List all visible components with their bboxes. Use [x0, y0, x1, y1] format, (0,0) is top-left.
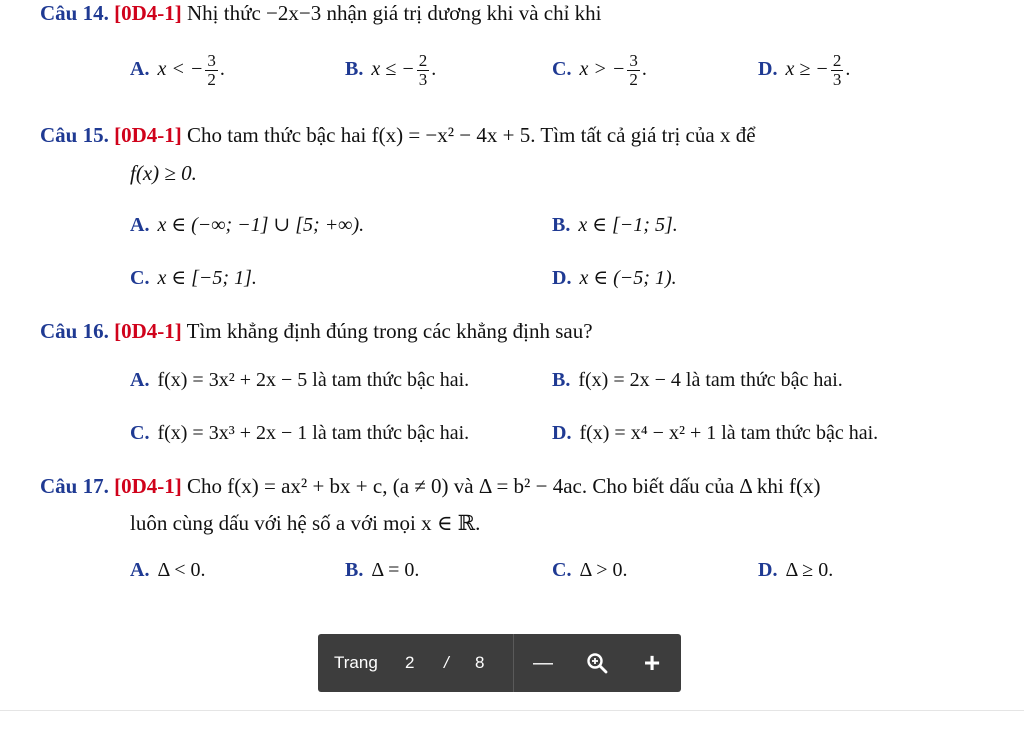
option-end: . — [219, 58, 225, 81]
option-text: x ∈ [−5; 1]. — [157, 267, 257, 289]
question-text: Nhị thức −2x−3 nhận giá trị dương khi và chỉ khi — [187, 1, 602, 25]
fraction-numerator: 3 — [207, 51, 216, 70]
option-text: f(x) = 3x² + 2x − 5 là tam thức bậc hai. — [157, 369, 470, 391]
option-text: Δ < 0. — [157, 559, 206, 581]
question-15 — [40, 122, 756, 148]
option-text: Δ ≥ 0. — [785, 559, 834, 581]
option-b — [552, 367, 843, 393]
option-letter: C. — [130, 267, 150, 289]
fraction-numerator: 3 — [629, 51, 638, 70]
option-text: f(x) = 2x − 4 là tam thức bậc hai. — [578, 369, 843, 391]
option-math: x > − — [579, 58, 626, 81]
current-page-number[interactable]: 2 — [405, 653, 415, 672]
option-letter: D. — [552, 422, 572, 444]
question-text: Cho tam thức bậc hai f(x) = −x² − 4x + 5. Tìm tất cả giá trị của x để — [187, 123, 756, 147]
option-math: x ≥ − — [785, 58, 829, 81]
option-letter: C. — [552, 58, 572, 81]
zoom-in-button[interactable] — [630, 634, 674, 692]
option-text: Δ > 0. — [579, 559, 628, 581]
page-label: Trang — [334, 653, 378, 672]
option-text: x ∈ (−∞; −1] ∪ [5; +∞). — [157, 214, 365, 236]
option-letter: B. — [345, 58, 364, 81]
option-c — [552, 52, 647, 89]
fraction — [205, 52, 218, 89]
option-end: . — [845, 58, 851, 81]
option-letter: B. — [552, 214, 571, 236]
fraction — [627, 52, 640, 89]
question-tag: [0D4-1] — [114, 1, 182, 25]
option-text: x ∈ (−5; 1). — [579, 267, 677, 289]
option-letter: A. — [130, 214, 150, 236]
fraction-numerator: 2 — [418, 51, 428, 70]
option-b — [552, 212, 678, 238]
option-c — [552, 557, 628, 583]
question-number: Câu 17. — [40, 474, 109, 498]
option-text: f(x) = x⁴ − x² + 1 là tam thức bậc hai. — [579, 422, 879, 444]
page-separator: / — [444, 653, 449, 672]
option-text: x ∈ [−1; 5]. — [578, 214, 678, 236]
option-d — [758, 557, 833, 583]
option-a — [130, 367, 469, 393]
option-a — [130, 557, 206, 583]
page-viewer-toolbar — [318, 634, 681, 692]
option-letter: A. — [130, 369, 150, 391]
option-letter: C. — [552, 559, 572, 581]
magnifier-icon — [585, 651, 609, 675]
minus-icon: — — [533, 651, 553, 674]
fraction — [831, 52, 844, 89]
page-bottom-divider — [0, 710, 1024, 711]
question-number: Câu 16. — [40, 319, 109, 343]
question-text-2: f(x) ≥ 0. — [130, 161, 197, 185]
option-d — [758, 52, 850, 89]
fraction-numerator: 2 — [832, 51, 842, 70]
toolbar-divider — [513, 634, 514, 692]
question-text: Tìm khẳng định đúng trong các khẳng định sau? — [186, 319, 593, 343]
option-math: x ≤ − — [371, 58, 415, 81]
option-letter: B. — [345, 559, 364, 581]
option-text: f(x) = 3x³ + 2x − 1 là tam thức bậc hai. — [157, 422, 470, 444]
option-letter: A. — [130, 58, 150, 81]
question-tag: [0D4-1] — [114, 319, 182, 343]
option-c — [130, 265, 257, 291]
zoom-reset-button[interactable] — [575, 634, 619, 692]
option-a — [130, 212, 364, 238]
question-16 — [40, 318, 593, 344]
question-17-continued — [130, 510, 480, 536]
question-text-2: luôn cùng dấu với hệ số a với mọi x ∈ ℝ. — [130, 511, 481, 535]
question-text: Cho f(x) = ax² + bx + c, (a ≠ 0) và Δ = b² − 4ac. Cho biết dấu của Δ khi f(x) — [187, 474, 821, 498]
option-a — [130, 52, 225, 89]
plus-icon: + — [643, 647, 661, 678]
option-d — [552, 420, 878, 446]
fraction-denominator: 2 — [207, 70, 216, 89]
question-tag: [0D4-1] — [114, 123, 182, 147]
option-b — [345, 557, 419, 583]
question-15-continued — [130, 160, 197, 186]
option-letter: D. — [552, 267, 572, 289]
option-letter: D. — [758, 58, 778, 81]
option-letter: D. — [758, 559, 778, 581]
option-end: . — [641, 58, 647, 81]
option-letter: A. — [130, 559, 150, 581]
question-tag: [0D4-1] — [114, 474, 182, 498]
option-math: x < − — [157, 58, 204, 81]
fraction — [417, 52, 430, 89]
option-text: Δ = 0. — [371, 559, 420, 581]
fraction-denominator: 3 — [418, 70, 428, 89]
question-number: Câu 15. — [40, 123, 109, 147]
total-pages: 8 — [475, 653, 485, 672]
option-end: . — [431, 58, 437, 81]
option-letter: C. — [130, 422, 150, 444]
fraction-denominator: 2 — [629, 70, 638, 89]
question-17 — [40, 473, 820, 499]
option-letter: B. — [552, 369, 571, 391]
question-14 — [40, 0, 602, 26]
zoom-out-button[interactable] — [521, 634, 565, 692]
option-c — [130, 420, 469, 446]
fraction-denominator: 3 — [832, 70, 842, 89]
option-b — [345, 52, 436, 89]
option-d — [552, 265, 677, 291]
question-number: Câu 14. — [40, 1, 109, 25]
